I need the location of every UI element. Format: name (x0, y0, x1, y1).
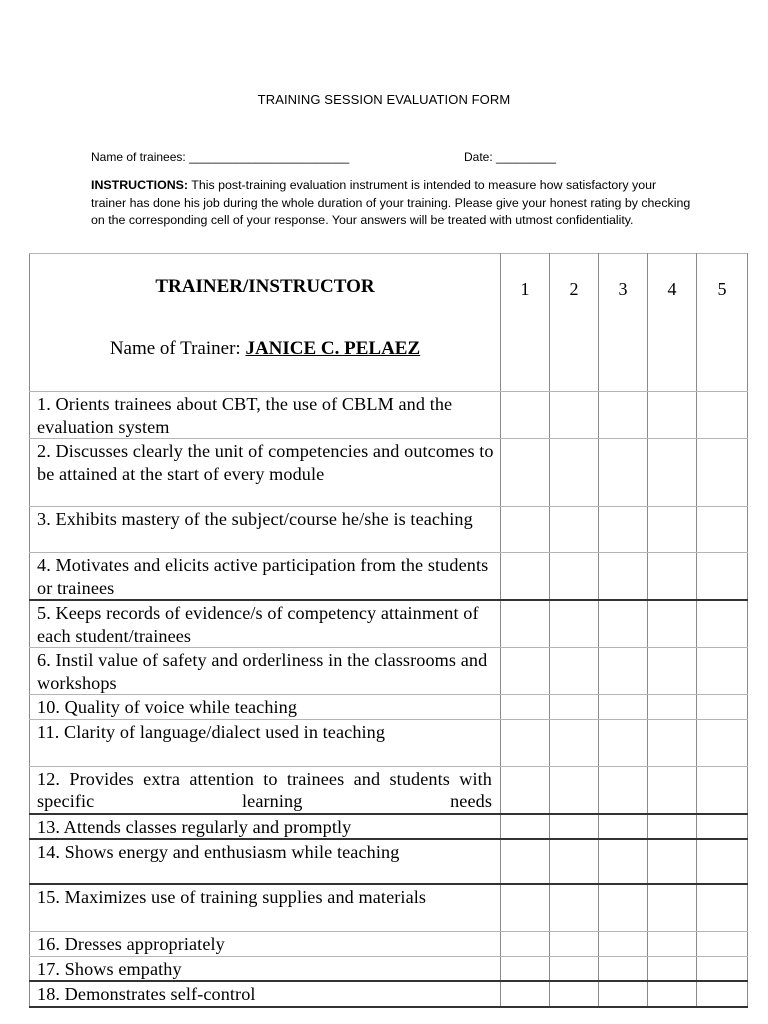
rating-cell-3[interactable] (599, 695, 648, 720)
rating-cell-4[interactable] (648, 600, 697, 648)
criterion-cell: 10. Quality of voice while teaching (30, 695, 501, 720)
rating-cell-3[interactable] (599, 392, 648, 439)
rating-cell-2[interactable] (550, 719, 599, 766)
rating-cell-4[interactable] (648, 507, 697, 553)
rating-cell-1[interactable] (501, 766, 550, 814)
scale-header-3: 3 (599, 254, 648, 392)
date-line (464, 150, 556, 164)
rating-cell-1[interactable] (501, 981, 550, 1007)
table-header-row (30, 254, 748, 392)
table-row (30, 600, 748, 648)
rating-cell-2[interactable] (550, 981, 599, 1007)
rating-cell-3[interactable] (599, 839, 648, 884)
table-row (30, 814, 748, 840)
criterion-cell: 14. Shows energy and enthusiasm while teaching (30, 839, 501, 884)
rating-cell-5[interactable] (697, 931, 748, 956)
rating-cell-1[interactable] (501, 648, 550, 695)
rating-cell-5[interactable] (697, 884, 748, 931)
trainer-line (30, 338, 500, 360)
rating-cell-5[interactable] (697, 839, 748, 884)
rating-cell-5[interactable] (697, 695, 748, 720)
criterion-cell: 11. Clarity of language/dialect used in teaching (30, 719, 501, 766)
criterion-cell: 12. Provides extra attention to trainees and students with specific learning needs (30, 766, 501, 814)
rating-cell-2[interactable] (550, 766, 599, 814)
rating-cell-2[interactable] (550, 553, 599, 601)
rating-cell-4[interactable] (648, 814, 697, 840)
table-row (30, 392, 748, 439)
rating-cell-5[interactable] (697, 600, 748, 648)
trainee-name-line (91, 150, 349, 164)
rating-cell-1[interactable] (501, 884, 550, 931)
scale-header-5: 5 (697, 254, 748, 392)
rating-cell-3[interactable] (599, 719, 648, 766)
rating-cell-4[interactable] (648, 884, 697, 931)
table-header-title: TRAINER/INSTRUCTOR (155, 276, 375, 297)
rating-cell-5[interactable] (697, 439, 748, 507)
rating-cell-1[interactable] (501, 439, 550, 507)
form-title: TRAINING SESSION EVALUATION FORM (257, 92, 511, 107)
table-row (30, 648, 748, 695)
rating-cell-3[interactable] (599, 553, 648, 601)
rating-cell-2[interactable] (550, 884, 599, 931)
rating-cell-4[interactable] (648, 439, 697, 507)
criterion-cell: 1. Orients trainees about CBT, the use of CBLM and the evaluation system (30, 392, 501, 439)
rating-cell-5[interactable] (697, 507, 748, 553)
criterion-cell: 3. Exhibits mastery of the subject/course he/she is teaching (30, 507, 501, 553)
table-row (30, 931, 748, 956)
rating-cell-1[interactable] (501, 839, 550, 884)
header-cell (30, 254, 501, 392)
criterion-cell: 13. Attends classes regularly and promptly (30, 814, 501, 840)
criterion-cell: 5. Keeps records of evidence/s of competency attainment of each student/trainees (30, 600, 501, 648)
table-row (30, 439, 748, 507)
trainee-name-label: Name of trainees: (91, 150, 186, 164)
table-row (30, 766, 748, 814)
rating-cell-4[interactable] (648, 839, 697, 884)
rating-cell-4[interactable] (648, 981, 697, 1007)
rating-cell-1[interactable] (501, 956, 550, 981)
rating-cell-4[interactable] (648, 553, 697, 601)
criterion-cell: 6. Instil value of safety and orderliness in the classrooms and workshops (30, 648, 501, 695)
trainer-name: JANICE C. PELAEZ (245, 338, 421, 359)
rating-cell-2[interactable] (550, 814, 599, 840)
instructions-text: This post-training evaluation instrument is intended to measure how satisfactory your trainer has done his job during the whole duration of your training. Please give your honest rating by checking on the corresponding cell of your response. Your answers will be treated with utmost confidentiality. (91, 178, 691, 228)
rating-cell-3[interactable] (599, 931, 648, 956)
rating-cell-2[interactable] (550, 439, 599, 507)
rating-cell-3[interactable] (599, 766, 648, 814)
rating-cell-1[interactable] (501, 931, 550, 956)
rating-cell-5[interactable] (697, 392, 748, 439)
rating-cell-3[interactable] (599, 439, 648, 507)
trainee-name-blank[interactable]: ________________________ (189, 150, 350, 164)
instructions-paragraph (91, 177, 691, 230)
rating-cell-4[interactable] (648, 648, 697, 695)
rating-cell-3[interactable] (599, 884, 648, 931)
criterion-cell: 16. Dresses appropriately (30, 931, 501, 956)
evaluation-table (29, 253, 748, 1008)
rating-cell-3[interactable] (599, 814, 648, 840)
rating-cell-1[interactable] (501, 695, 550, 720)
instructions-label: INSTRUCTIONS: (91, 178, 189, 192)
rating-cell-3[interactable] (599, 600, 648, 648)
criterion-cell: 17. Shows empathy (30, 956, 501, 981)
criterion-cell: 2. Discusses clearly the unit of competencies and outcomes to be attained at the start of every module (30, 439, 501, 507)
date-label: Date: (464, 150, 493, 164)
rating-cell-5[interactable] (697, 719, 748, 766)
rating-cell-3[interactable] (599, 507, 648, 553)
trainer-label: Name of Trainer: (109, 338, 241, 359)
rating-cell-4[interactable] (648, 956, 697, 981)
table-row (30, 553, 748, 601)
rating-cell-2[interactable] (550, 931, 599, 956)
criterion-cell: 15. Maximizes use of training supplies and materials (30, 884, 501, 931)
table-row (30, 695, 748, 720)
date-blank[interactable]: _________ (496, 150, 557, 164)
table-row (30, 719, 748, 766)
rating-cell-5[interactable] (697, 648, 748, 695)
table-row (30, 956, 748, 981)
rating-cell-3[interactable] (599, 956, 648, 981)
rating-cell-4[interactable] (648, 719, 697, 766)
table-row (30, 839, 748, 884)
rating-cell-2[interactable] (550, 956, 599, 981)
table-row (30, 507, 748, 553)
scale-header-1: 1 (501, 254, 550, 392)
rating-cell-5[interactable] (697, 766, 748, 814)
rating-cell-3[interactable] (599, 648, 648, 695)
rating-cell-1[interactable] (501, 719, 550, 766)
rating-cell-4[interactable] (648, 931, 697, 956)
rating-cell-2[interactable] (550, 600, 599, 648)
rating-cell-5[interactable] (697, 553, 748, 601)
rating-cell-3[interactable] (599, 981, 648, 1007)
rating-cell-5[interactable] (697, 956, 748, 981)
rating-cell-4[interactable] (648, 766, 697, 814)
criterion-cell: 4. Motivates and elicits active participation from the students or trainees (30, 553, 501, 601)
rating-cell-2[interactable] (550, 392, 599, 439)
scale-header-2: 2 (550, 254, 599, 392)
rating-cell-4[interactable] (648, 392, 697, 439)
rating-cell-1[interactable] (501, 600, 550, 648)
rating-cell-5[interactable] (697, 814, 748, 840)
rating-cell-1[interactable] (501, 392, 550, 439)
table-row (30, 981, 748, 1007)
rating-cell-2[interactable] (550, 695, 599, 720)
rating-cell-4[interactable] (648, 695, 697, 720)
rating-cell-2[interactable] (550, 839, 599, 884)
rating-cell-2[interactable] (550, 507, 599, 553)
rating-cell-1[interactable] (501, 553, 550, 601)
table-row (30, 884, 748, 931)
rating-cell-1[interactable] (501, 814, 550, 840)
rating-cell-2[interactable] (550, 648, 599, 695)
criterion-cell: 18. Demonstrates self-control (30, 981, 501, 1007)
scale-header-4: 4 (648, 254, 697, 392)
rating-cell-1[interactable] (501, 507, 550, 553)
rating-cell-5[interactable] (697, 981, 748, 1007)
